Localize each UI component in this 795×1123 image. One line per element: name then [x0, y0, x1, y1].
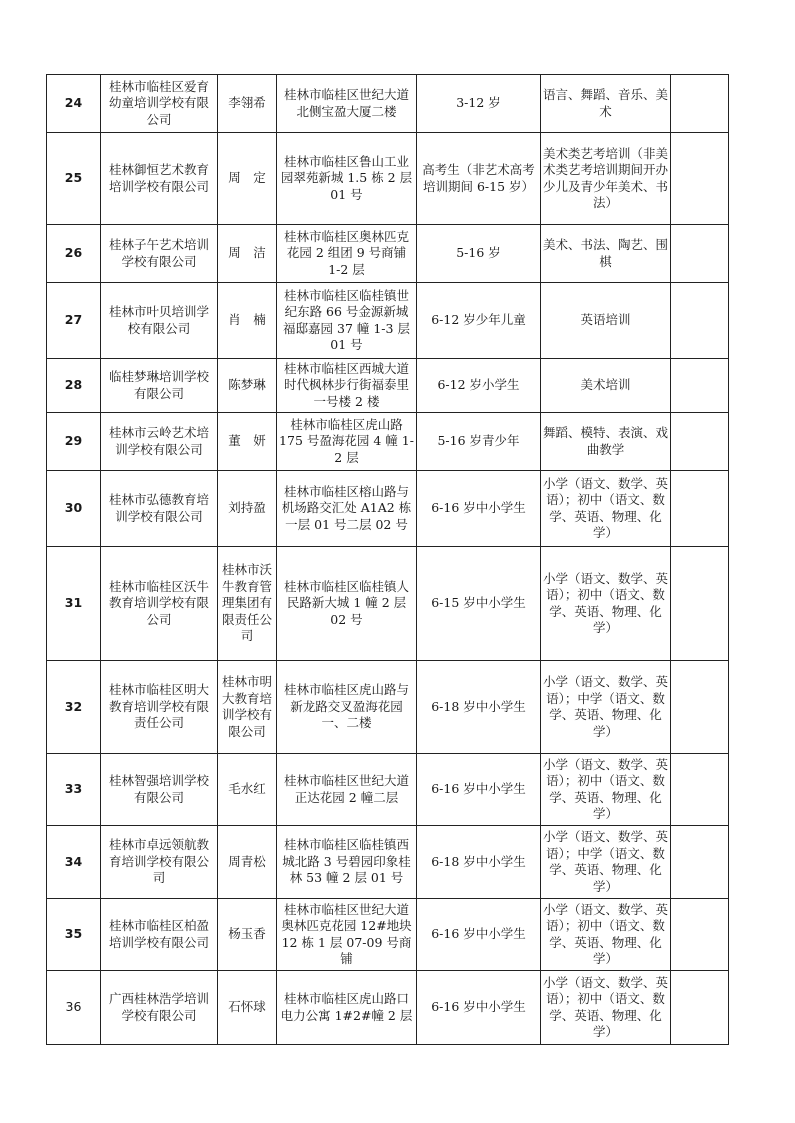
- row-number: 34: [47, 826, 101, 899]
- school-name: 临桂梦琳培训学校有限公司: [101, 359, 218, 413]
- legal-representative: 董 妍: [218, 413, 277, 471]
- row-number: 24: [47, 75, 101, 133]
- row-number: 30: [47, 471, 101, 547]
- table-row: [47, 547, 729, 661]
- training-content: 小学（语文、数学、英语）；初中（语文、数学、英语、物理、化学）: [541, 899, 671, 971]
- school-address: 桂林市临桂区虎山路与新龙路交叉盈海花园一、二楼: [277, 661, 417, 754]
- enrollment-age: 6-12 岁少年儿童: [417, 283, 541, 359]
- school-name: 桂林市叶贝培训学校有限公司: [101, 283, 218, 359]
- table-row: [47, 754, 729, 826]
- enrollment-age: 6-16 岁中小学生: [417, 971, 541, 1045]
- table-row: [47, 225, 729, 283]
- enrollment-age: 5-16 岁: [417, 225, 541, 283]
- row-number: 28: [47, 359, 101, 413]
- table-row: [47, 471, 729, 547]
- school-address: 桂林市临桂区西城大道时代枫林步行街福泰里一号楼 2 楼: [277, 359, 417, 413]
- training-content: 小学（语文、数学、英语）；中学（语文、数学、英语、物理、化学）: [541, 661, 671, 754]
- remarks-cell: [671, 225, 729, 283]
- remarks-cell: [671, 547, 729, 661]
- school-address: 桂林市临桂区世纪大道奥林匹克花园 12#地块 12 栋 1 层 07-09 号商铺: [277, 899, 417, 971]
- school-name: 桂林市临桂区明大教育培训学校有限责任公司: [101, 661, 218, 754]
- legal-representative: 桂林市明大教育培训学校有限公司: [218, 661, 277, 754]
- enrollment-age: 6-12 岁小学生: [417, 359, 541, 413]
- table-row: [47, 826, 729, 899]
- training-content: 小学（语文、数学、英语）；中学（语文、数学、英语、物理、化学）: [541, 826, 671, 899]
- school-name: 桂林市临桂区沃牛教育培训学校有限公司: [101, 547, 218, 661]
- enrollment-age: 6-16 岁中小学生: [417, 899, 541, 971]
- table-row: [47, 133, 729, 225]
- remarks-cell: [671, 899, 729, 971]
- school-address: 桂林市临桂区奥林匹克花园 2 组团 9 号商铺 1-2 层: [277, 225, 417, 283]
- enrollment-age: 6-18 岁中小学生: [417, 826, 541, 899]
- enrollment-age: 5-16 岁青少年: [417, 413, 541, 471]
- legal-representative: 陈梦琳: [218, 359, 277, 413]
- enrollment-age: 6-16 岁中小学生: [417, 754, 541, 826]
- training-content: 小学（语文、数学、英语）；初中（语文、数学、英语、物理、化学）: [541, 971, 671, 1045]
- school-name: 桂林子午艺术培训学校有限公司: [101, 225, 218, 283]
- remarks-cell: [671, 413, 729, 471]
- row-number: 35: [47, 899, 101, 971]
- training-content: 舞蹈、模特、表演、戏曲教学: [541, 413, 671, 471]
- remarks-cell: [671, 661, 729, 754]
- school-name: 桂林市临桂区爱育幼童培训学校有限公司: [101, 75, 218, 133]
- legal-representative: 李翎希: [218, 75, 277, 133]
- legal-representative: 刘持盈: [218, 471, 277, 547]
- row-number: 25: [47, 133, 101, 225]
- school-address: 桂林市临桂区临桂镇世纪东路 66 号金源新城福邸嘉园 37 幢 1-3 层 01 号: [277, 283, 417, 359]
- enrollment-age: 6-16 岁中小学生: [417, 471, 541, 547]
- school-address: 桂林市临桂区榕山路与机场路交汇处 A1A2 栋一层 01 号二层 02 号: [277, 471, 417, 547]
- remarks-cell: [671, 754, 729, 826]
- school-name: 桂林市临桂区柏盈培训学校有限公司: [101, 899, 218, 971]
- remarks-cell: [671, 971, 729, 1045]
- remarks-cell: [671, 359, 729, 413]
- school-address: 桂林市临桂区临桂镇西城北路 3 号碧园印象桂林 53 幢 2 层 01 号: [277, 826, 417, 899]
- training-content: 美术类艺考培训（非美术类艺考培训期间开办少儿及青少年美术、书法）: [541, 133, 671, 225]
- table-row: [47, 359, 729, 413]
- training-content: 美术培训: [541, 359, 671, 413]
- table-row: [47, 283, 729, 359]
- legal-representative: 周青松: [218, 826, 277, 899]
- legal-representative: 石怀球: [218, 971, 277, 1045]
- school-name: 桂林市云岭艺术培训学校有限公司: [101, 413, 218, 471]
- table-row: [47, 413, 729, 471]
- enrollment-age: 3-12 岁: [417, 75, 541, 133]
- school-address: 桂林市临桂区临桂镇人民路新大城 1 幢 2 层 02 号: [277, 547, 417, 661]
- legal-representative: 杨玉香: [218, 899, 277, 971]
- school-name: 桂林市卓远领航教育培训学校有限公司: [101, 826, 218, 899]
- registry-table: [46, 74, 729, 1045]
- table-row: [47, 75, 729, 133]
- enrollment-age: 高考生（非艺术高考培训期间 6-15 岁）: [417, 133, 541, 225]
- legal-representative: 周 定: [218, 133, 277, 225]
- row-number: 32: [47, 661, 101, 754]
- training-content: 小学（语文、数学、英语）；初中（语文、数学、英语、物理、化学）: [541, 547, 671, 661]
- school-address: 桂林市临桂区世纪大道正达花园 2 幢二层: [277, 754, 417, 826]
- school-name: 桂林市弘德教育培训学校有限公司: [101, 471, 218, 547]
- school-address: 桂林市临桂区虎山路 175 号盈海花园 4 幢 1-2 层: [277, 413, 417, 471]
- remarks-cell: [671, 471, 729, 547]
- training-content: 语言、舞蹈、音乐、美术: [541, 75, 671, 133]
- school-address: 桂林市临桂区世纪大道北侧宝盈大厦二楼: [277, 75, 417, 133]
- table-row: [47, 899, 729, 971]
- remarks-cell: [671, 133, 729, 225]
- legal-representative: 毛水红: [218, 754, 277, 826]
- table-row: [47, 661, 729, 754]
- legal-representative: 周 洁: [218, 225, 277, 283]
- legal-representative: 肖 楠: [218, 283, 277, 359]
- row-number: 29: [47, 413, 101, 471]
- table-row: [47, 971, 729, 1045]
- enrollment-age: 6-15 岁中小学生: [417, 547, 541, 661]
- remarks-cell: [671, 75, 729, 133]
- school-name: 广西桂林浩学培训学校有限公司: [101, 971, 218, 1045]
- remarks-cell: [671, 826, 729, 899]
- school-address: 桂林市临桂区虎山路口电力公寓 1#2#幢 2 层: [277, 971, 417, 1045]
- row-number: 36: [47, 971, 101, 1045]
- row-number: 26: [47, 225, 101, 283]
- training-content: 小学（语文、数学、英语）；初中（语文、数学、英语、物理、化学）: [541, 754, 671, 826]
- school-name: 桂林智强培训学校有限公司: [101, 754, 218, 826]
- enrollment-age: 6-18 岁中小学生: [417, 661, 541, 754]
- school-address: 桂林市临桂区鲁山工业园翠苑新城 1.5 栋 2 层 01 号: [277, 133, 417, 225]
- row-number: 33: [47, 754, 101, 826]
- training-content: 英语培训: [541, 283, 671, 359]
- row-number: 27: [47, 283, 101, 359]
- school-name: 桂林御恒艺术教育培训学校有限公司: [101, 133, 218, 225]
- training-content: 美术、书法、陶艺、围棋: [541, 225, 671, 283]
- legal-representative: 桂林市沃牛教育管理集团有限责任公司: [218, 547, 277, 661]
- remarks-cell: [671, 283, 729, 359]
- training-content: 小学（语文、数学、英语）；初中（语文、数学、英语、物理、化学）: [541, 471, 671, 547]
- row-number: 31: [47, 547, 101, 661]
